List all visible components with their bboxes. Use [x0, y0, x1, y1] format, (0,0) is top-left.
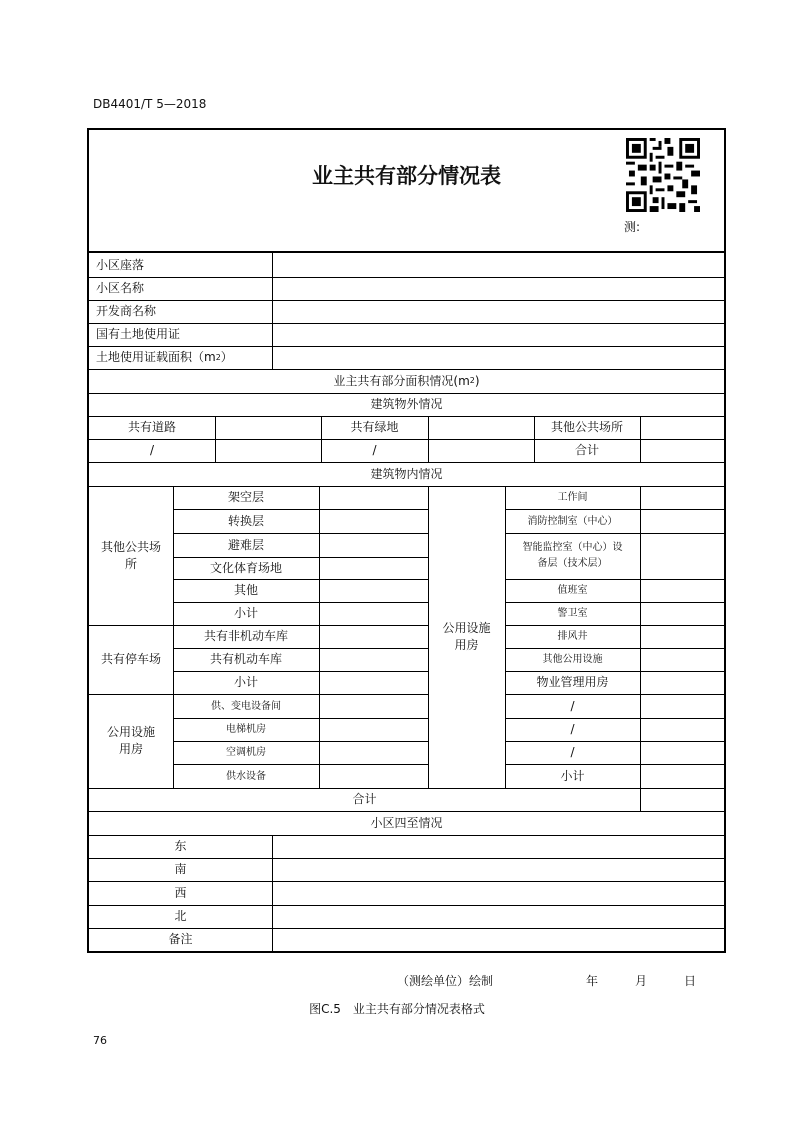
slash-road: / [149, 443, 155, 457]
item-motor-garage: 共有机动车库 [209, 652, 282, 666]
item-non-motor-garage: 共有非机动车库 [203, 629, 288, 643]
year-label: 年 [586, 974, 599, 988]
label-community-name: 小区名称 [96, 281, 145, 295]
figure-caption: 图C.5 业主共有部分情况表格式 [309, 1002, 485, 1016]
item-subtotal-2: 小计 [233, 675, 258, 689]
divider [215, 416, 216, 462]
item-refuge-floor: 避难层 [227, 537, 264, 552]
label-common-road: 共有道路 [127, 420, 176, 434]
label-grand-total: 合计 [352, 792, 377, 806]
divider [319, 486, 320, 788]
label-east: 东 [174, 839, 187, 853]
divider [428, 416, 429, 462]
standard-code: DB4401/T 5—2018 [93, 97, 207, 111]
slash-green: / [372, 443, 377, 457]
divider [640, 416, 641, 462]
divider [640, 486, 641, 811]
group-other-public-places: 其他公共场所 [100, 539, 161, 571]
item-power-room: 供、变电设备间 [211, 700, 281, 712]
section-boundaries: 小区四至情况 [370, 815, 443, 830]
section-common-area: 业主共有部分面积情况(m 2 ) [333, 373, 480, 388]
label-west: 西 [174, 885, 187, 900]
label-other-public-place: 其他公共场所 [550, 420, 623, 434]
item-stilt-floor: 架空层 [227, 490, 264, 504]
group-public-facility-rooms: 公用设施用房 [106, 725, 155, 756]
label-land-use-certificate: 国有土地使用证 [96, 327, 181, 341]
divider [272, 252, 273, 369]
item-exhaust-shaft: 排风井 [557, 631, 588, 642]
label-outside-total: 合计 [574, 443, 599, 457]
item-fire-control-room: 消防控制室（中心） [527, 515, 618, 527]
item-slash-1: / [570, 698, 575, 713]
item-ac-room: 空调机房 [226, 747, 266, 758]
qr-code-icon [626, 138, 700, 212]
section-inside-building: 建筑物内情况 [370, 466, 443, 481]
item-subtotal-3: 小计 [560, 768, 585, 783]
group-middle-facility-rooms: 公用设施用房 [442, 621, 491, 652]
item-elevator-room: 电梯机房 [226, 724, 266, 735]
group-common-parking: 共有停车场 [100, 652, 161, 666]
label-common-green: 共有绿地 [350, 420, 399, 434]
label-developer-name: 开发商名称 [96, 304, 157, 318]
item-slash-3: / [570, 745, 575, 759]
item-property-management: 物业管理用房 [536, 675, 609, 689]
item-subtotal-1: 小计 [233, 606, 258, 620]
item-guard-room: 警卫室 [557, 608, 588, 619]
label-land-area: 土地使用证载面积（m 2 ） [96, 350, 233, 364]
label-community-location: 小区座落 [96, 257, 145, 272]
label-remarks: 备注 [168, 932, 193, 946]
qr-label: 测: [624, 220, 641, 234]
divider [272, 835, 273, 951]
label-south: 南 [174, 862, 187, 876]
item-duty-room: 值班室 [557, 585, 588, 596]
label-north: 北 [174, 909, 187, 923]
item-transfer-floor: 转换层 [227, 513, 264, 528]
item-water-supply: 供水设备 [226, 770, 266, 782]
item-other-facilities: 其他公用设施 [542, 654, 603, 665]
item-other: 其他 [233, 583, 258, 597]
month-label: 月 [635, 974, 648, 988]
page-number: 76 [93, 1034, 107, 1047]
item-slash-2: / [570, 722, 575, 736]
drawn-by: （测绘单位）绘制 [397, 974, 494, 988]
form-title: 业主共有部分情况表 [312, 164, 501, 188]
section-outside-building: 建筑物外情况 [370, 397, 443, 411]
item-monitoring-room: 智能监控室（中心）设备层（技术层） [522, 542, 623, 569]
item-workroom: 工作间 [557, 492, 588, 503]
item-culture-sports: 文化体育场地 [209, 560, 282, 575]
day-label: 日 [684, 974, 697, 988]
